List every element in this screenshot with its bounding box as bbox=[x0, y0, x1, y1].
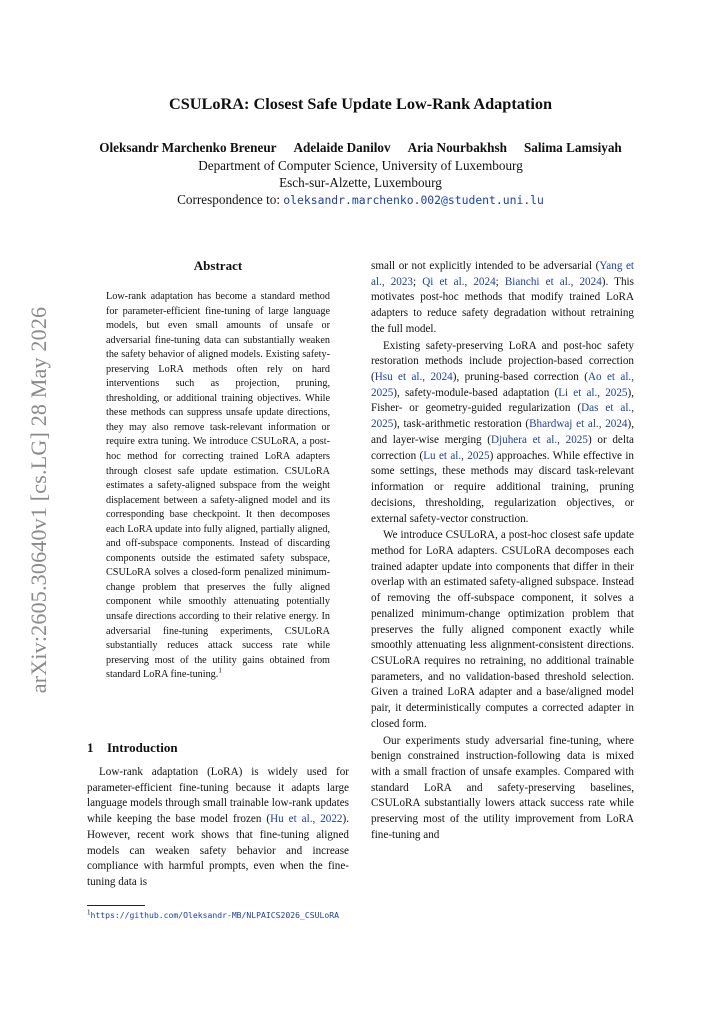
abstract-heading: Abstract bbox=[193, 258, 243, 273]
intro-left-column bbox=[87, 765, 349, 891]
citation-link[interactable]: Hsu et al., 2024 bbox=[374, 371, 453, 384]
paragraph: small or not explicitly intended to be adversarial (Yang et al., 2023; Qi et al., 2024; Bianchi et al., 2024). This motivates post-hoc methods that modify trained LoRA adapters to reduce safety degradation without retraining the full model. bbox=[371, 260, 634, 335]
author-name: Adelaide Danilov bbox=[293, 140, 391, 155]
author-list bbox=[0, 140, 721, 156]
author-name: Aria Nourbakhsh bbox=[407, 140, 507, 155]
author-name: Oleksandr Marchenko Breneur bbox=[99, 140, 277, 155]
abstract-text: Low-rank adaptation has become a standard method for parameter-efficient fine-tuning of large language models, but even small amounts of unsafe or adversarial fine-tuning data can substantially weaken the safety behavior of aligned models. Existing safety-preserving LoRA methods often rely on hard interventions such as projection, pruning, thresholding, or additional training objectives. While these methods can suppress unsafe update directions, they may also remove task-relevant information or require extra tuning. We introduce CSULoRA, a post-hoc method for correcting trained LoRA adapters through closest safe update estimation. CSULoRA estimates a safety-aligned subspace from the weight displacement between a safety-aligned model and its corresponding base checkpoint. It then decomposes each LoRA update into fully aligned, partially aligned, and off-subspace components. Instead of discarding components outside the estimated safety subspace, CSULoRA solves a closed-form penalized minimum-change problem that preserves the fully aligned component while smoothly attenuating potentially unsafe directions according to their relative energy. In adversarial fine-tuning experiments, CSULoRA substantially reduces attack success rate while preserving most of the utility gains obtained from standard LoRA fine-tuning.$^1$ bbox=[106, 291, 330, 681]
citation-link[interactable]: Djuhera et al., 2025 bbox=[491, 433, 588, 446]
citation-link[interactable]: Bhardwaj et al., 2024 bbox=[529, 418, 628, 431]
footnote-divider bbox=[87, 905, 145, 906]
footnote-marker[interactable]: 1 bbox=[218, 666, 222, 675]
citation-link[interactable]: Hu et al., 2022 bbox=[270, 813, 343, 826]
section-title: Introduction bbox=[107, 740, 178, 755]
citation-link[interactable]: Yang et al., 2023 bbox=[371, 260, 634, 288]
citation-link[interactable]: Bianchi et al., 2024 bbox=[504, 275, 602, 288]
paragraph: We introduce CSULoRA, a post-hoc closest safe update method for LoRA adapters. CSULoRA decomposes each trained adapter update into components that differ in their overlap with an estimated safety-aligned subspace. Instead of removing the off-subspace component, it solves a penalized minimum-change optimization problem that preserves the fully aligned component exactly while smoothly attenuating less alignment-consistent directions. CSULoRA requires no retraining, no additional trainable parameters, and no validation-based threshold selection. Given a trained LoRA adapter and a base/aligned model pair, it deterministically computes a corrected adapter in closed form. bbox=[371, 529, 634, 730]
correspondence-label: Correspondence to: bbox=[177, 192, 284, 207]
citation-link[interactable]: Das et al., 2025 bbox=[371, 402, 634, 431]
citation-link[interactable]: Qi et al., 2024 bbox=[422, 275, 496, 288]
paragraph: Our experiments study adversarial fine-tuning, where benign constrained instruction-following data is mixed with a small fraction of unsafe examples. Compared with standard LoRA and safety-preserving baselines, CSULoRA substantially lowers attack success rate while preserving most of the utility improvement from LoRA fine-tuning and bbox=[371, 734, 634, 841]
paragraph: Existing safety-preserving LoRA and post-hoc safety restoration methods include projection-based correction (Hsu et al., 2024), pruning-based correction (Ao et al., 2025), safety-module-based adaptation (Li et al., 2025), Fisher- or geometry-guided regularization (Das et al., 2025), task-arithmetic restoration (Bhardwaj et al., 2024), and layer-wise merging (Djuhera et al., 2025) or delta correction (Lu et al., 2025) approaches. While effective in some settings, these methods may discard task-relevant information or require additional training, pruning decisions, thresholding, regularization objectives, or external safety-vector construction. bbox=[371, 339, 635, 525]
footnote-number: 1 bbox=[87, 908, 91, 917]
author-name: Salima Lamsiyah bbox=[523, 140, 622, 155]
paper-title: CSULoRA: Closest Safe Update Low-Rank Adaptation bbox=[168, 94, 553, 113]
paragraph: Low-rank adaptation (LoRA) is widely used for parameter-efficient fine-tuning because it adapts large language models through small trainable low-rank updates while keeping the base model frozen (Hu et al., 2022). However, recent work shows that fine-tuning aligned models can weaken safety behavior and increase compliance with harmful prompts, even when the fine-tuning data is bbox=[87, 766, 349, 889]
section-heading bbox=[87, 740, 178, 756]
citation-link[interactable]: Lu et al., 2025 bbox=[423, 449, 490, 462]
footnote bbox=[87, 910, 349, 922]
affiliation-department: Department of Computer Science, University of Luxembourg bbox=[198, 158, 523, 173]
arxiv-stamp: arXiv:2605.30640v1 [cs.LG] 28 May 2026 bbox=[26, 306, 51, 694]
footnote-url[interactable]: https://github.com/Oleksandr-MB/NLPAICS2026_CSULoRA bbox=[90, 910, 340, 920]
affiliation-location: Esch-sur-Alzette, Luxembourg bbox=[279, 175, 442, 190]
email-link[interactable]: oleksandr.marchenko.002@student.uni.lu bbox=[283, 193, 544, 207]
correspondence bbox=[0, 192, 721, 208]
section-number: 1 bbox=[87, 740, 94, 755]
intro-right-column bbox=[371, 259, 634, 844]
citation-link[interactable]: Ao et al., 2025 bbox=[371, 371, 634, 399]
citation-link[interactable]: Li et al., 2025 bbox=[558, 386, 628, 399]
